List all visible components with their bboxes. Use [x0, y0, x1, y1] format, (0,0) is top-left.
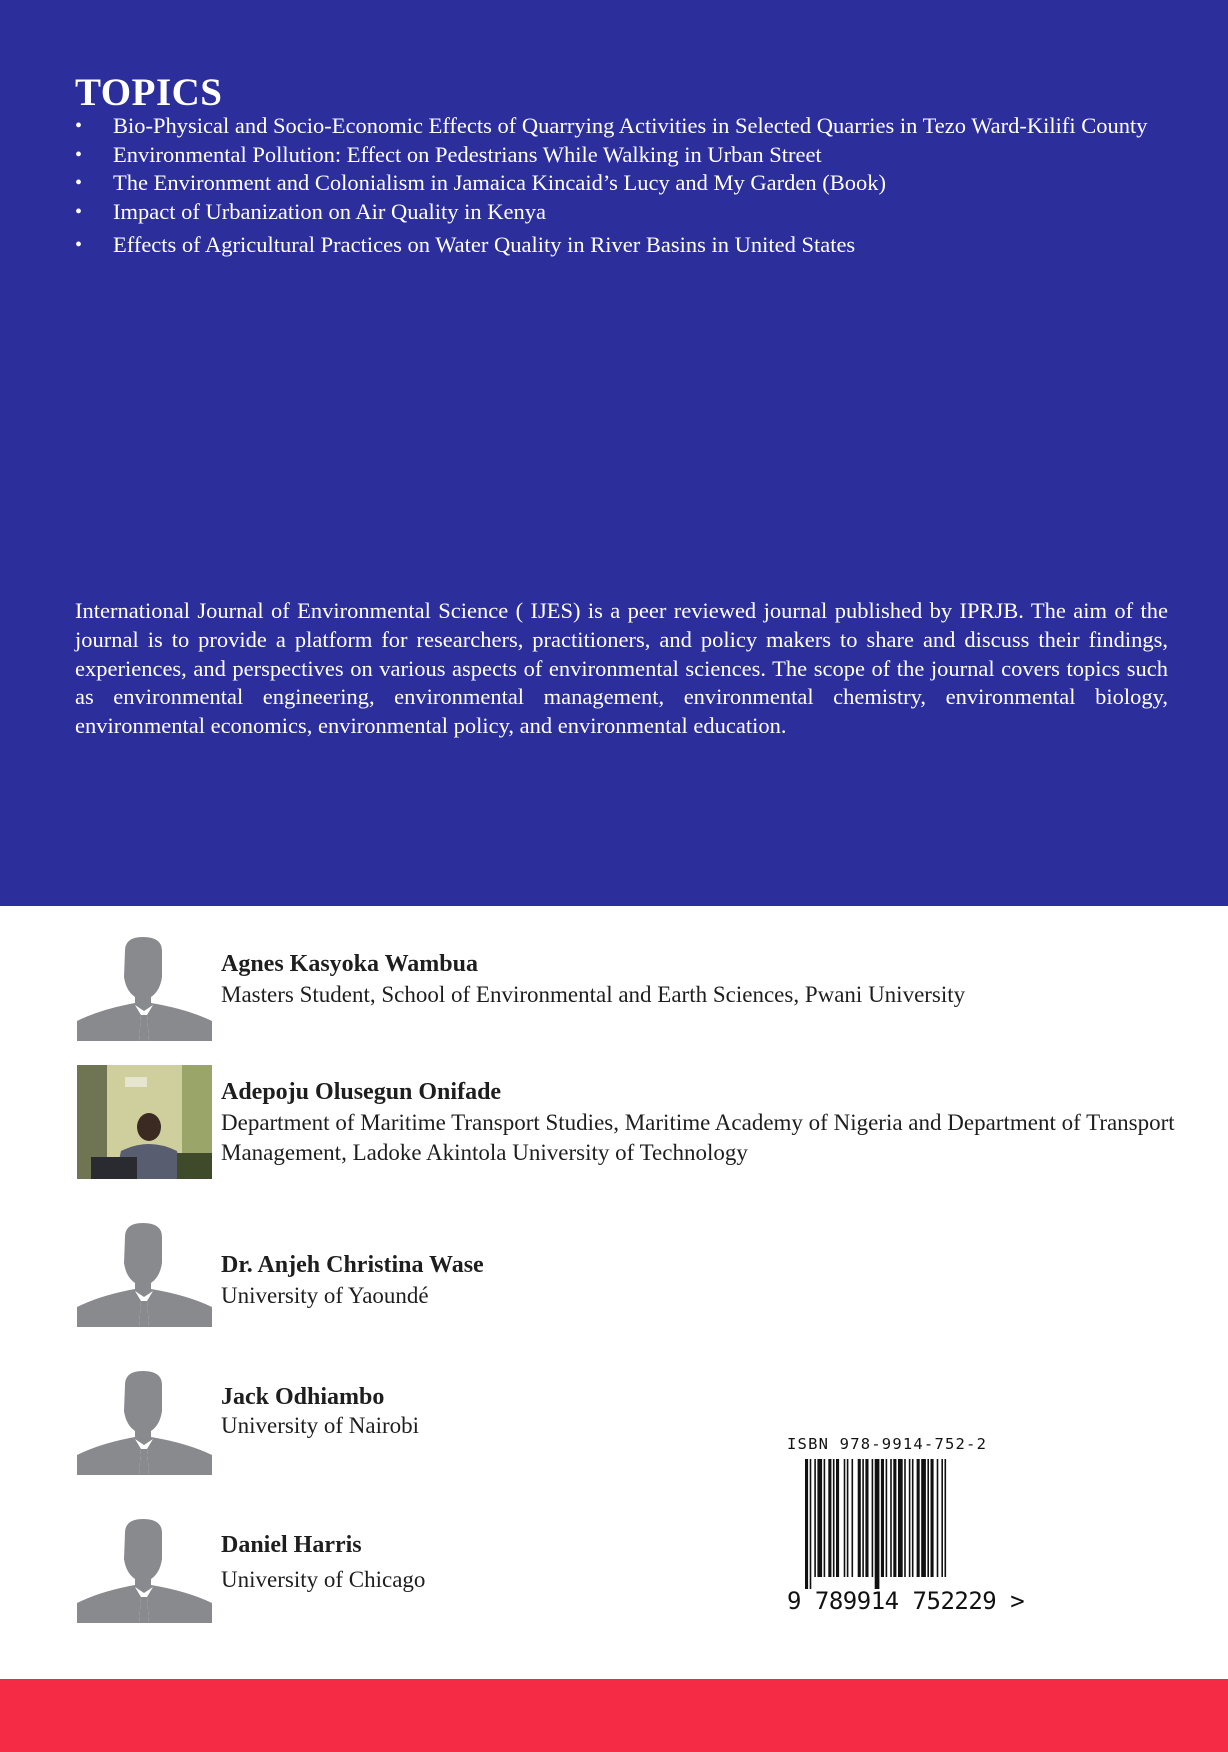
barcode-bar	[921, 1459, 926, 1577]
author-entry	[77, 1223, 1172, 1341]
author-entry	[77, 1519, 1172, 1637]
barcode-bar	[941, 1459, 943, 1577]
topic-item: • The Environment and Colonialism in Jamaica Kincaid’s Lucy and My Garden (Book)	[75, 169, 1168, 198]
barcode-bar	[862, 1459, 864, 1577]
barcode-bar	[912, 1459, 914, 1577]
author-photo	[77, 1065, 212, 1179]
isbn-label: ISBN 978-9914-752-2	[787, 1435, 988, 1453]
barcode-graphic	[787, 1459, 1007, 1589]
barcode-bar	[810, 1459, 812, 1589]
bottom-color-bar	[0, 1679, 1228, 1752]
author-entry	[77, 1371, 1172, 1489]
barcode-bar	[904, 1459, 906, 1577]
author-name: Daniel Harris	[221, 1532, 362, 1558]
person-silhouette-icon	[77, 1371, 212, 1475]
topic-item: • Effects of Agricultural Practices on Water Quality in River Basins in United States	[75, 231, 1168, 260]
person-silhouette-icon	[77, 1223, 212, 1327]
barcode-bar	[937, 1459, 939, 1577]
journal-description: International Journal of Environmental Science ( IJES) is a peer reviewed journal published by IPRJB. The aim of the journal is to provide a platform for researchers, practitioners, and policy makers to share and discuss their findings, experiences, and perspectives on various aspects of environmental sciences. The scope of the journal covers topics such as environmental engineering, environmental management, environmental chemistry, environmental biology, environmental economics, environmental policy, and environmental education.	[75, 598, 1168, 739]
barcode-bar	[858, 1459, 861, 1577]
topic-item: • Impact of Urbanization on Air Quality in Kenya	[75, 198, 1168, 227]
barcode-bar	[931, 1459, 934, 1577]
barcode-bar	[875, 1459, 880, 1589]
barcode-bar	[872, 1459, 874, 1577]
author-entry	[77, 1065, 1175, 1183]
barcode-bar	[917, 1459, 920, 1577]
person-silhouette-icon	[77, 1519, 212, 1623]
author-name: Adepoju Olusegun Onifade	[221, 1079, 502, 1105]
topics-title: TOPICS	[75, 71, 223, 114]
barcode-bar	[836, 1459, 839, 1577]
barcode-bar	[881, 1459, 884, 1577]
barcode-bar	[824, 1459, 826, 1577]
barcode-bar	[833, 1459, 835, 1577]
barcode-bar	[817, 1459, 822, 1577]
barcode-bar	[805, 1459, 808, 1589]
topics-list	[75, 112, 1168, 260]
barcode-bar	[890, 1459, 892, 1577]
barcode-bar	[898, 1459, 903, 1577]
barcode-bar	[865, 1459, 868, 1577]
barcode-bar	[945, 1459, 947, 1577]
author-affiliation: University of Nairobi	[221, 1413, 420, 1438]
person-silhouette-icon	[77, 937, 212, 1041]
barcode-bar	[828, 1459, 831, 1577]
topic-item: • Bio-Physical and Socio-Economic Effects of Quarrying Activities in Selected Quarries in Tezo Ward-Kilifi County	[75, 112, 1168, 141]
barcode-bar	[927, 1459, 929, 1577]
barcode-bar	[852, 1459, 854, 1577]
author-name: Jack Odhiambo	[221, 1384, 385, 1410]
author-entry	[77, 937, 1172, 1055]
author-affiliation: University of Chicago	[221, 1567, 426, 1592]
isbn-digits: 9 789914 752229 >	[787, 1587, 1025, 1615]
barcode-bar	[909, 1459, 911, 1577]
author-affiliation: Department of Maritime Transport Studies, Maritime Academy of Nigeria and Department of Transport Management, Ladoke Akintola University of Technology	[221, 1110, 1175, 1165]
isbn-barcode-block	[787, 1435, 1025, 1625]
topic-item: • Environmental Pollution: Effect on Pedestrians While Walking in Urban Street	[75, 141, 1168, 170]
barcode-bar	[814, 1459, 816, 1577]
barcode-bar	[886, 1459, 888, 1577]
author-name: Agnes Kasyoka Wambua	[221, 951, 478, 977]
barcode-bar	[893, 1459, 896, 1577]
author-name: Dr. Anjeh Christina Wase	[221, 1252, 484, 1278]
barcode-bar	[847, 1459, 849, 1577]
author-affiliation: Masters Student, School of Environmental and Earth Sciences, Pwani University	[221, 982, 966, 1007]
barcode-bar	[844, 1459, 846, 1577]
author-affiliation: University of Yaoundé	[221, 1283, 429, 1308]
